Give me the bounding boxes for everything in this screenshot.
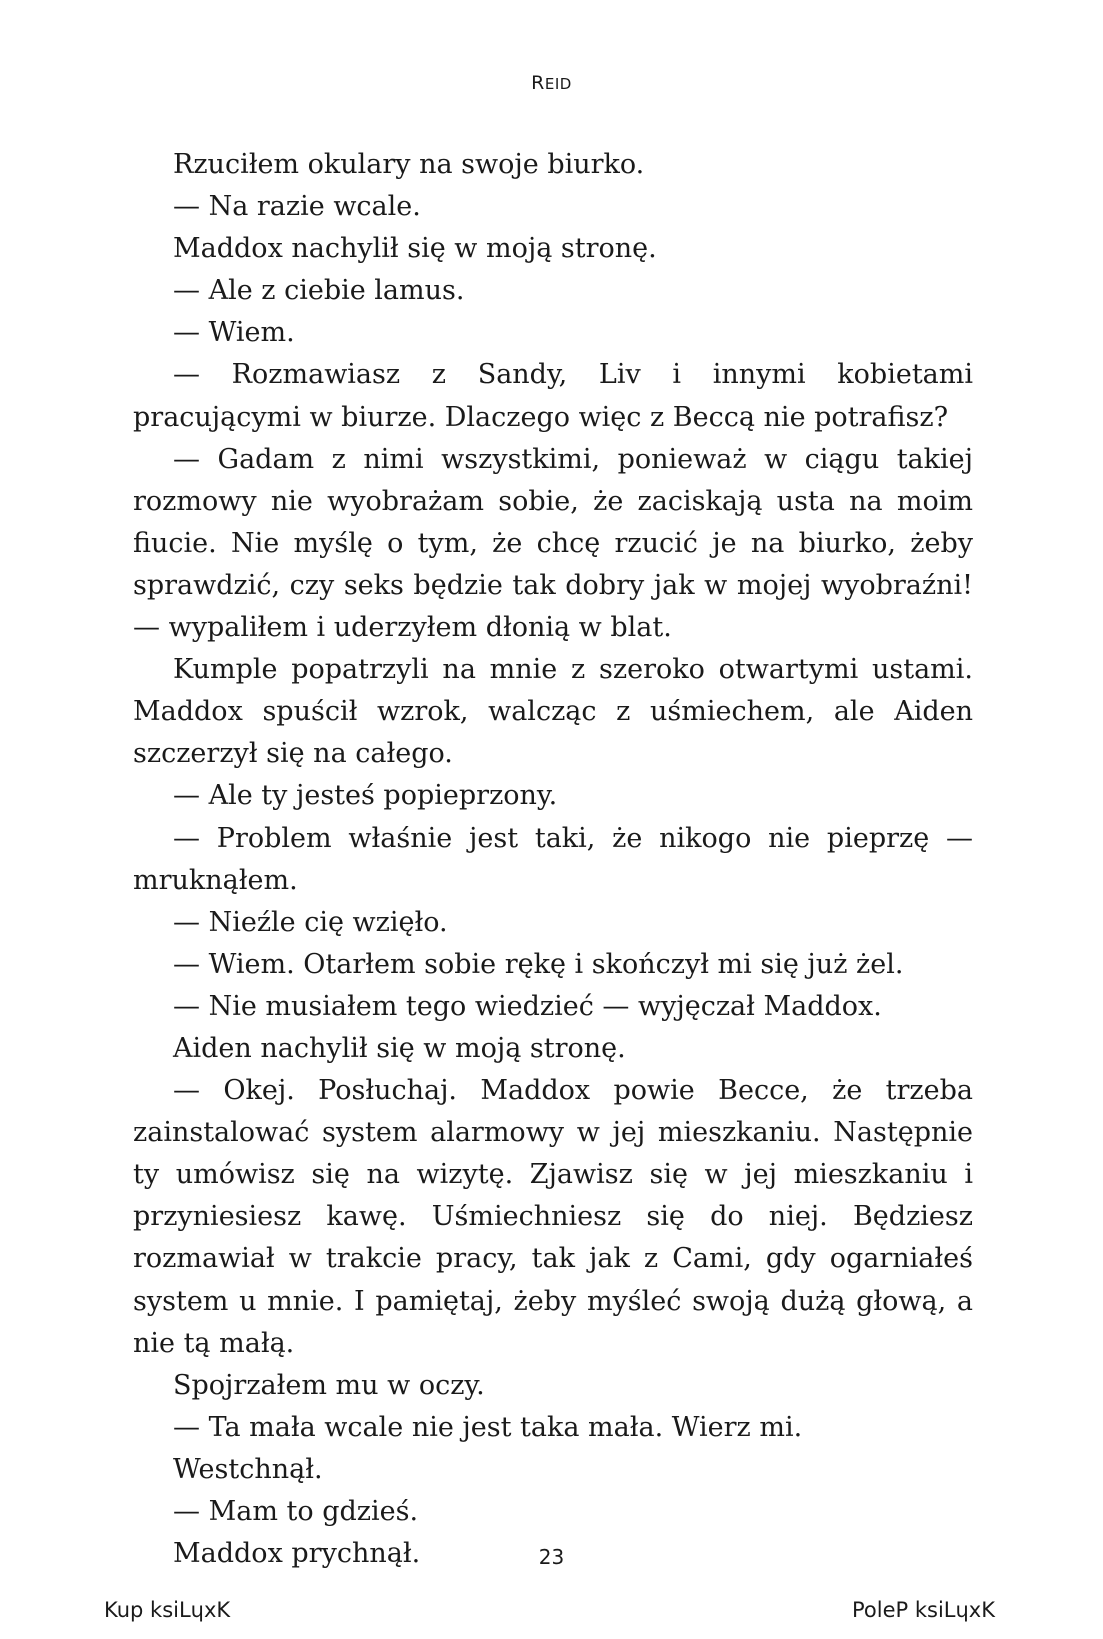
paragraph: — Ale ty jesteś popieprzony. [173,780,558,812]
paragraph: Aiden nachylił się w moją stronę. [173,1032,626,1064]
buy-book-link[interactable]: Kup ksiLɥxK [104,1598,231,1622]
paragraph: — Na razie wcale. [173,191,421,223]
paragraph: — Rozmawiasz z Sandy, Liv i innymi kobietami pracującymi w biurze. Dlaczego więc z Beccą nie potrafisz? [133,359,973,433]
paragraph: — Okej. Posłuchaj. Maddox powie Becce, że trzeba zainstalować system alarmowy w jej mieszkaniu. Następnie ty umówisz się na wizytę. Zjawisz się w jej mieszkaniu i przyniesiesz kawę. Uśmiechniesz się do niej. Będziesz rozmawiał w trakcie pracy, tak jak z Cami, gdy ogarniałeś system u mnie. I pamiętaj, żeby myśleć swoją dużą głową, a nie tą małą. [133,1075,973,1359]
running-head-initial: R [531,72,545,94]
paragraph: — Nie musiałem tego wiedzieć — wyjęczał Maddox. [173,990,882,1022]
paragraph: Rzuciłem okulary na swoje biurko. [173,149,645,180]
paragraph: — Mam to gdzieś. [173,1496,419,1527]
paragraph: — Problem właśnie jest taki, że nikogo nie pieprzę — mruknąłem. [133,822,973,896]
paragraph: Westchnął. [173,1453,323,1485]
body-text [133,144,973,1575]
paragraph: — Ale z ciebie lamus. [173,275,465,307]
running-head-rest: EID [544,75,572,93]
paragraph: — Ta mała wcale nie jest taka mała. Wierz mi. [173,1411,803,1443]
page-number: 23 [538,1545,565,1569]
paragraph: Maddox prychnął. [173,1538,421,1570]
running-head [0,72,1103,94]
paragraph: Spojrzałem mu w oczy. [173,1369,485,1401]
paragraph: Kumple popatrzyli na mnie z szeroko otwartymi ustami. Maddox spuścił wzrok, walcząc z uśmiechem, ale Aiden szczerzył się na całego. [133,654,973,770]
paragraph: — Wiem. [173,317,295,349]
recommend-book-link[interactable]: PoleP ksiLɥxK [851,1598,995,1622]
paragraph: — Wiem. Otarłem sobie rękę i skończył mi się już żel. [173,948,904,980]
paragraph: Maddox nachylił się w moją stronę. [173,233,657,265]
paragraph: — Gadam z nimi wszystkimi, ponieważ w ciągu takiej rozmowy nie wyobrażam sobie, że zaciskają usta na moim fiucie. Nie myślę o tym, że chcę rzucić je na biurko, żeby sprawdzić, czy seks będzie tak dobry jak w mojej wyobraźni! — wypaliłem i uderzyłem dłonią w blat. [133,443,973,644]
paragraph: — Nieźle cię wzięło. [173,906,448,938]
